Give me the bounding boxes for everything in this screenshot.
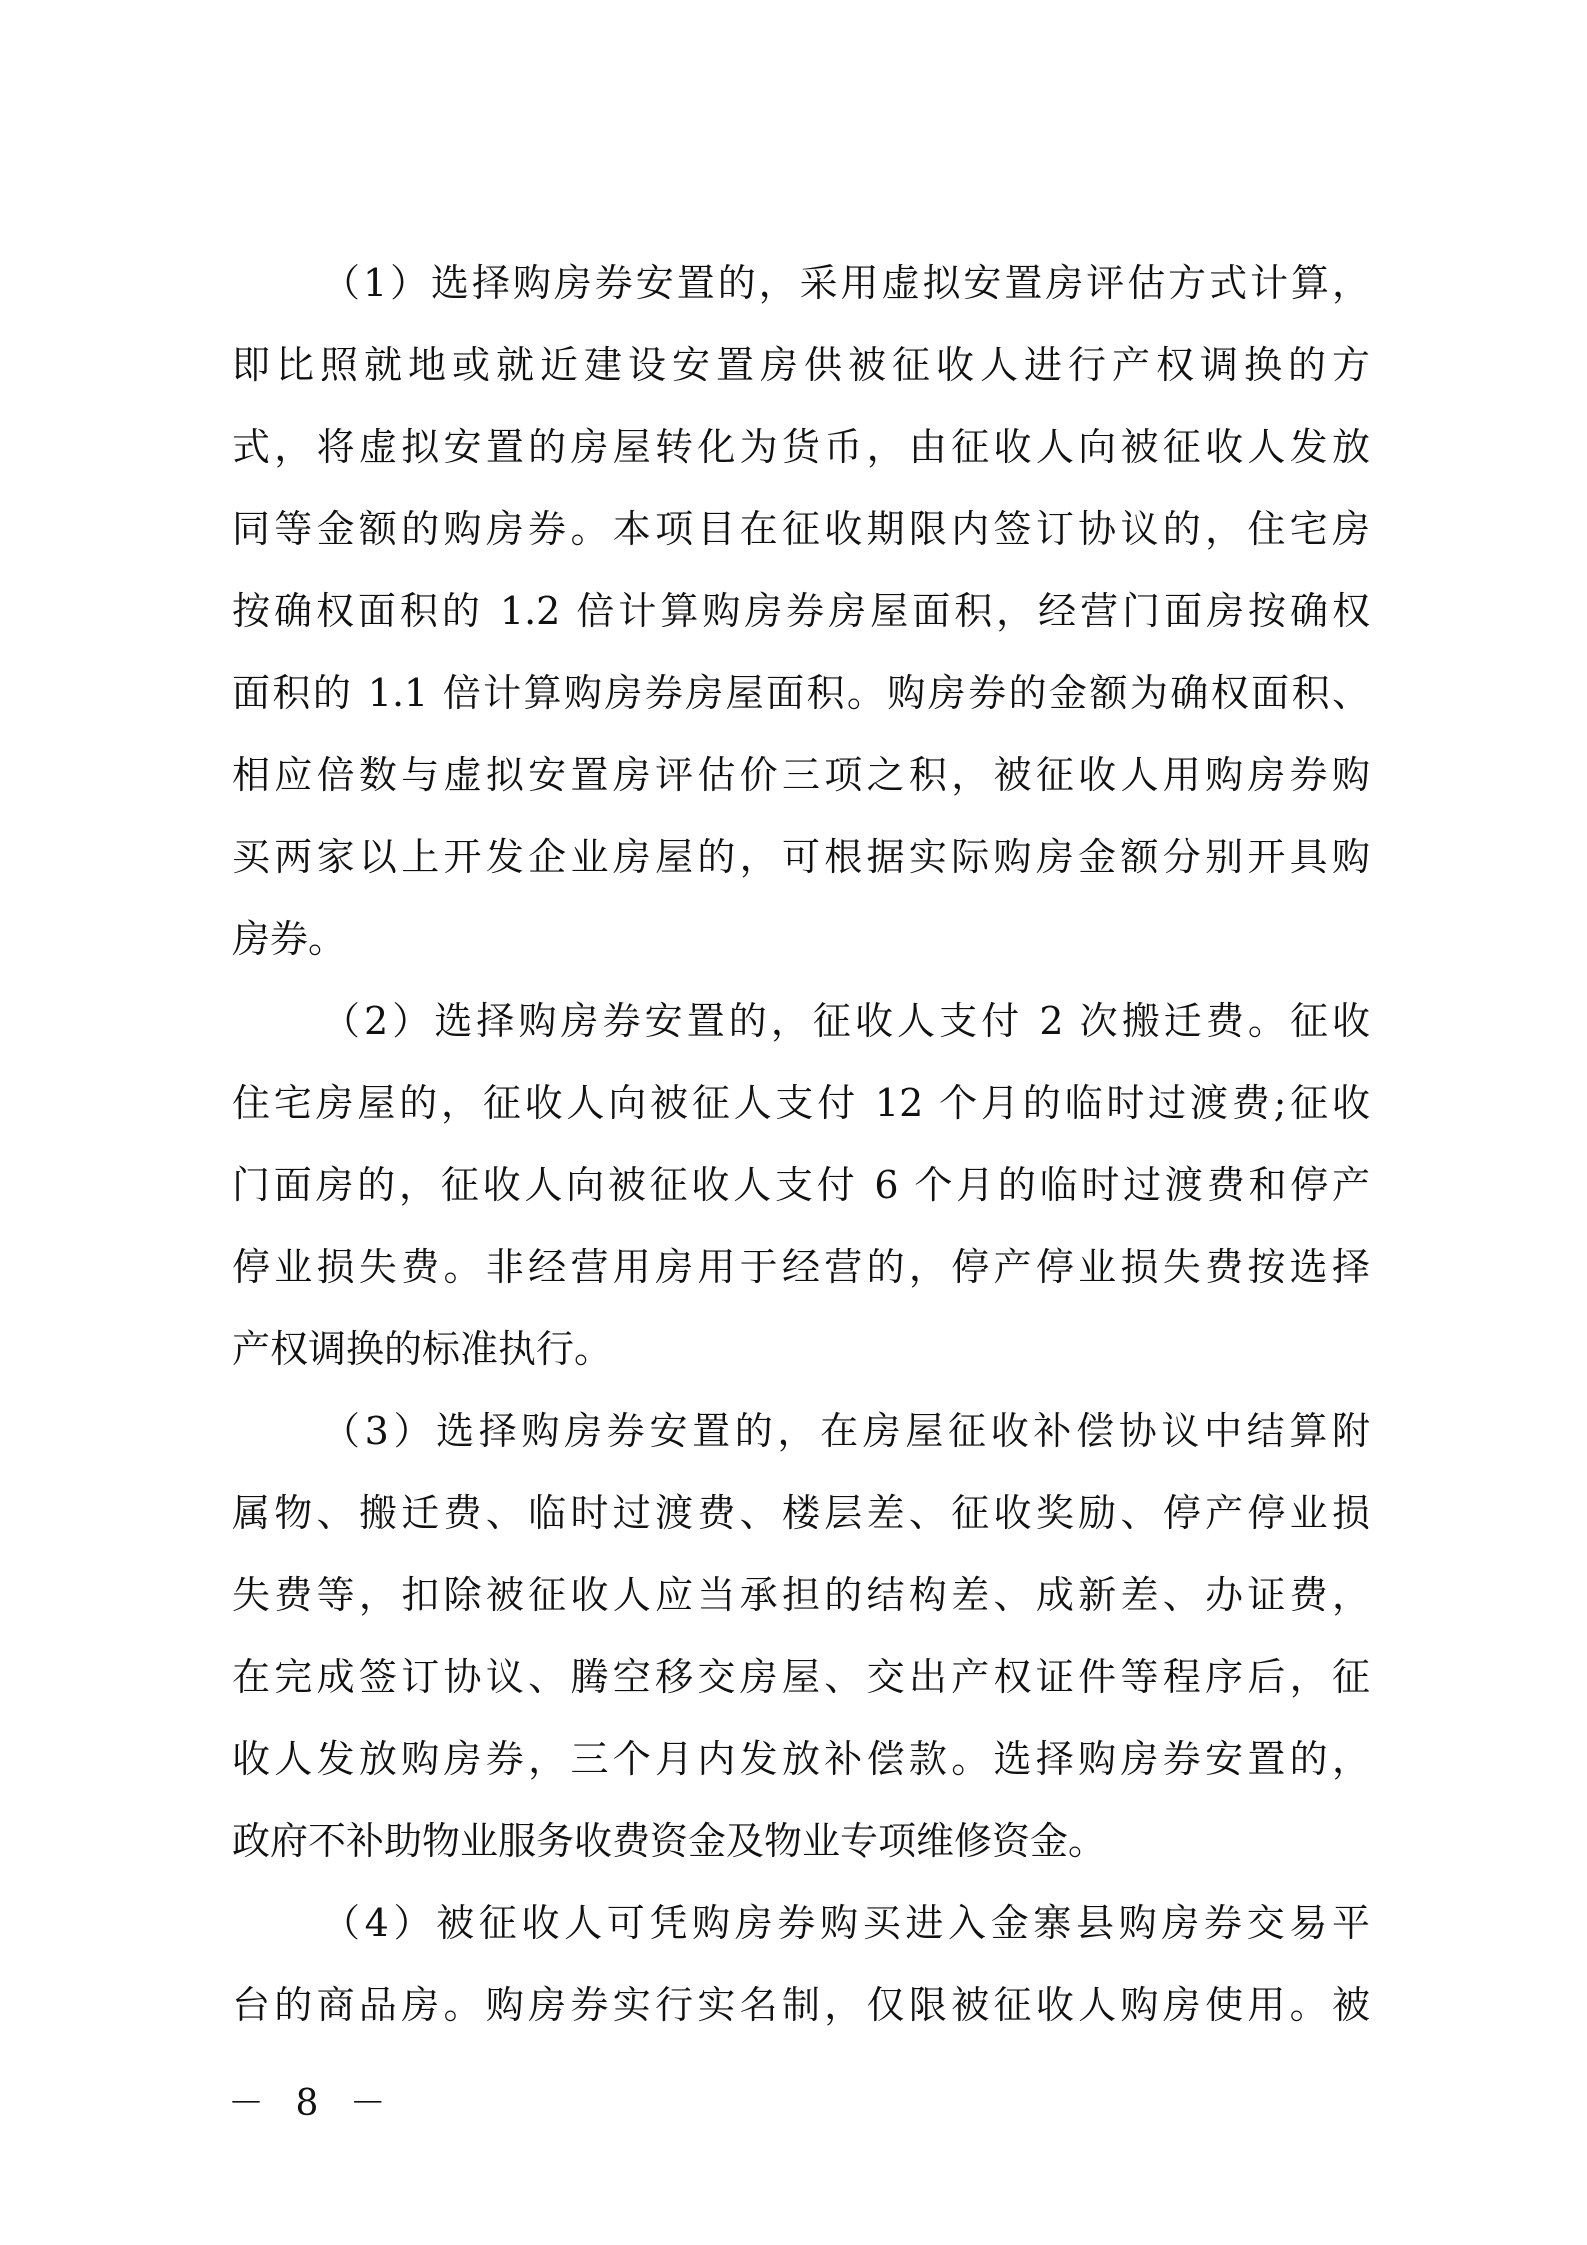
paragraph-2	[232, 980, 1370, 1390]
paragraph-line: 在完成签订协议、腾空移交房屋、交出产权证件等程序后，征	[232, 1655, 1370, 1699]
paragraph-line: 收人发放购房券，三个月内发放补偿款。选择购房券安置的，	[232, 1737, 1370, 1781]
paragraph-line: 相应倍数与虚拟安置房评估价三项之积，被征收人用购房券购	[232, 753, 1370, 797]
paragraph-3	[232, 1390, 1370, 1882]
paragraph-line: 式，将虚拟安置的房屋转化为货币，由征收人向被征收人发放	[232, 425, 1370, 469]
paragraph-line: 停业损失费。非经营用房用于经营的，停产停业损失费按选择	[232, 1245, 1370, 1289]
paragraph-line: （4）被征收人可凭购房券购买进入金寨县购房券交易平	[322, 1901, 1370, 1945]
paragraph-line: 同等金额的购房券。本项目在征收期限内签订协议的，住宅房	[232, 507, 1370, 551]
paragraph-line: （1）选择购房券安置的，采用虚拟安置房评估方式计算，	[322, 261, 1370, 305]
paragraph-line: 属物、搬迁费、临时过渡费、楼层差、征收奖励、停产停业损	[232, 1491, 1370, 1535]
paragraph-line: （3）选择购房券安置的，在房屋征收补偿协议中结算附	[322, 1409, 1370, 1453]
paragraph-line: 房券。	[232, 917, 347, 961]
document-body	[232, 242, 1370, 2046]
paragraph-line: 即比照就地或就近建设安置房供被征收人进行产权调换的方	[232, 343, 1370, 387]
paragraph-line: 失费等，扣除被征收人应当承担的结构差、成新差、办证费，	[232, 1573, 1370, 1617]
paragraph-line: 面积的 1.1 倍计算购房券房屋面积。购房券的金额为确权面积、	[232, 671, 1370, 715]
paragraph-line: 产权调换的标准执行。	[232, 1327, 613, 1371]
paragraph-4	[232, 1882, 1370, 2046]
paragraph-line: （2）选择购房券安置的，征收人支付 2 次搬迁费。征收	[322, 999, 1370, 1043]
paragraph-line: 台的商品房。购房券实行实名制，仅限被征收人购房使用。被	[232, 1983, 1370, 2027]
paragraph-line: 住宅房屋的，征收人向被征人支付 12 个月的临时过渡费;征收	[232, 1081, 1370, 1125]
paragraph-line: 按确权面积的 1.2 倍计算购房券房屋面积，经营门面房按确权	[232, 589, 1370, 633]
paragraph-line: 门面房的，征收人向被征收人支付 6 个月的临时过渡费和停产	[232, 1163, 1370, 1207]
paragraph-line: 买两家以上开发企业房屋的，可根据实际购房金额分别开具购	[232, 835, 1370, 879]
paragraph-1	[232, 242, 1370, 980]
paragraph-line: 政府不补助物业服务收费资金及物业专项维修资金。	[232, 1819, 1107, 1863]
page-number: － 8 －	[228, 2083, 396, 2124]
